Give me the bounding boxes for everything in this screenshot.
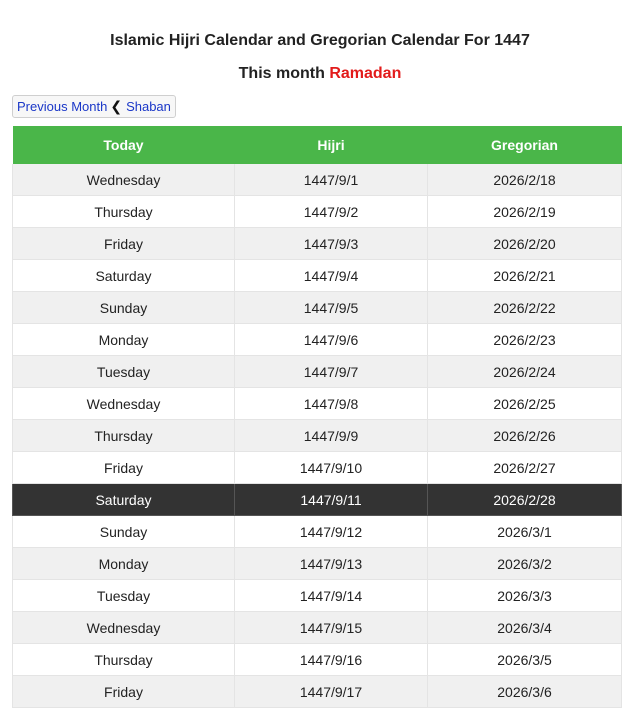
previous-month-label: Previous Month — [17, 99, 108, 114]
cell-day: Thursday — [13, 644, 235, 676]
chevron-left-icon: ❮ — [110, 98, 123, 114]
cell-hijri: 1447/9/10 — [235, 452, 428, 484]
table-row — [13, 196, 622, 228]
column-header-gregorian: Gregorian — [428, 126, 622, 164]
cell-hijri: 1447/9/4 — [235, 260, 428, 292]
cell-gregorian: 2026/2/19 — [428, 196, 622, 228]
column-header-hijri: Hijri — [235, 126, 428, 164]
table-row — [13, 388, 622, 420]
cell-day: Friday — [13, 228, 235, 260]
table-row — [13, 516, 622, 548]
table-row-current — [13, 484, 622, 516]
cell-gregorian: 2026/2/22 — [428, 292, 622, 324]
cell-gregorian: 2026/2/18 — [428, 164, 622, 196]
cell-day: Wednesday — [13, 388, 235, 420]
cell-day: Thursday — [13, 420, 235, 452]
table-row — [13, 164, 622, 196]
calendar-table — [12, 126, 622, 708]
cell-gregorian: 2026/3/2 — [428, 548, 622, 580]
calendar-body — [13, 164, 622, 708]
cell-gregorian: 2026/2/27 — [428, 452, 622, 484]
table-row — [13, 420, 622, 452]
cell-gregorian: 2026/2/21 — [428, 260, 622, 292]
previous-month-name: Shaban — [126, 99, 171, 114]
cell-day: Tuesday — [13, 356, 235, 388]
cell-day: Sunday — [13, 292, 235, 324]
cell-hijri: 1447/9/9 — [235, 420, 428, 452]
cell-day: Thursday — [13, 196, 235, 228]
cell-gregorian: 2026/3/1 — [428, 516, 622, 548]
cell-gregorian: 2026/3/3 — [428, 580, 622, 612]
month-name: Ramadan — [329, 65, 402, 82]
cell-day: Saturday — [13, 484, 235, 516]
cell-gregorian: 2026/2/25 — [428, 388, 622, 420]
cell-hijri: 1447/9/7 — [235, 356, 428, 388]
cell-gregorian: 2026/3/4 — [428, 612, 622, 644]
table-row — [13, 452, 622, 484]
cell-day: Tuesday — [13, 580, 235, 612]
cell-hijri: 1447/9/15 — [235, 612, 428, 644]
page-title: Islamic Hijri Calendar and Gregorian Calendar For 1447 — [110, 32, 530, 49]
cell-gregorian: 2026/2/23 — [428, 324, 622, 356]
table-row — [13, 356, 622, 388]
table-row — [13, 228, 622, 260]
table-row — [13, 548, 622, 580]
cell-day: Friday — [13, 676, 235, 708]
month-prefix: This month — [238, 65, 325, 82]
table-row — [13, 644, 622, 676]
cell-hijri: 1447/9/13 — [235, 548, 428, 580]
cell-hijri: 1447/9/17 — [235, 676, 428, 708]
cell-day: Sunday — [13, 516, 235, 548]
table-row — [13, 324, 622, 356]
cell-day: Friday — [13, 452, 235, 484]
cell-gregorian: 2026/2/24 — [428, 356, 622, 388]
cell-hijri: 1447/9/14 — [235, 580, 428, 612]
cell-gregorian: 2026/2/28 — [428, 484, 622, 516]
table-row — [13, 580, 622, 612]
table-row — [13, 612, 622, 644]
current-month-heading — [0, 65, 640, 83]
cell-hijri: 1447/9/5 — [235, 292, 428, 324]
cell-hijri: 1447/9/11 — [235, 484, 428, 516]
table-row — [13, 676, 622, 708]
cell-hijri: 1447/9/2 — [235, 196, 428, 228]
cell-hijri: 1447/9/1 — [235, 164, 428, 196]
cell-day: Wednesday — [13, 164, 235, 196]
cell-day: Wednesday — [13, 612, 235, 644]
cell-hijri: 1447/9/6 — [235, 324, 428, 356]
cell-gregorian: 2026/2/26 — [428, 420, 622, 452]
table-row — [13, 260, 622, 292]
cell-hijri: 1447/9/12 — [235, 516, 428, 548]
cell-day: Saturday — [13, 260, 235, 292]
cell-gregorian: 2026/3/5 — [428, 644, 622, 676]
cell-hijri: 1447/9/8 — [235, 388, 428, 420]
table-row — [13, 292, 622, 324]
table-header-row — [13, 126, 622, 164]
cell-hijri: 1447/9/3 — [235, 228, 428, 260]
cell-hijri: 1447/9/16 — [235, 644, 428, 676]
cell-gregorian: 2026/2/20 — [428, 228, 622, 260]
previous-month-button[interactable] — [12, 95, 176, 118]
cell-day: Monday — [13, 548, 235, 580]
cell-day: Monday — [13, 324, 235, 356]
cell-gregorian: 2026/3/6 — [428, 676, 622, 708]
column-header-today: Today — [13, 126, 235, 164]
